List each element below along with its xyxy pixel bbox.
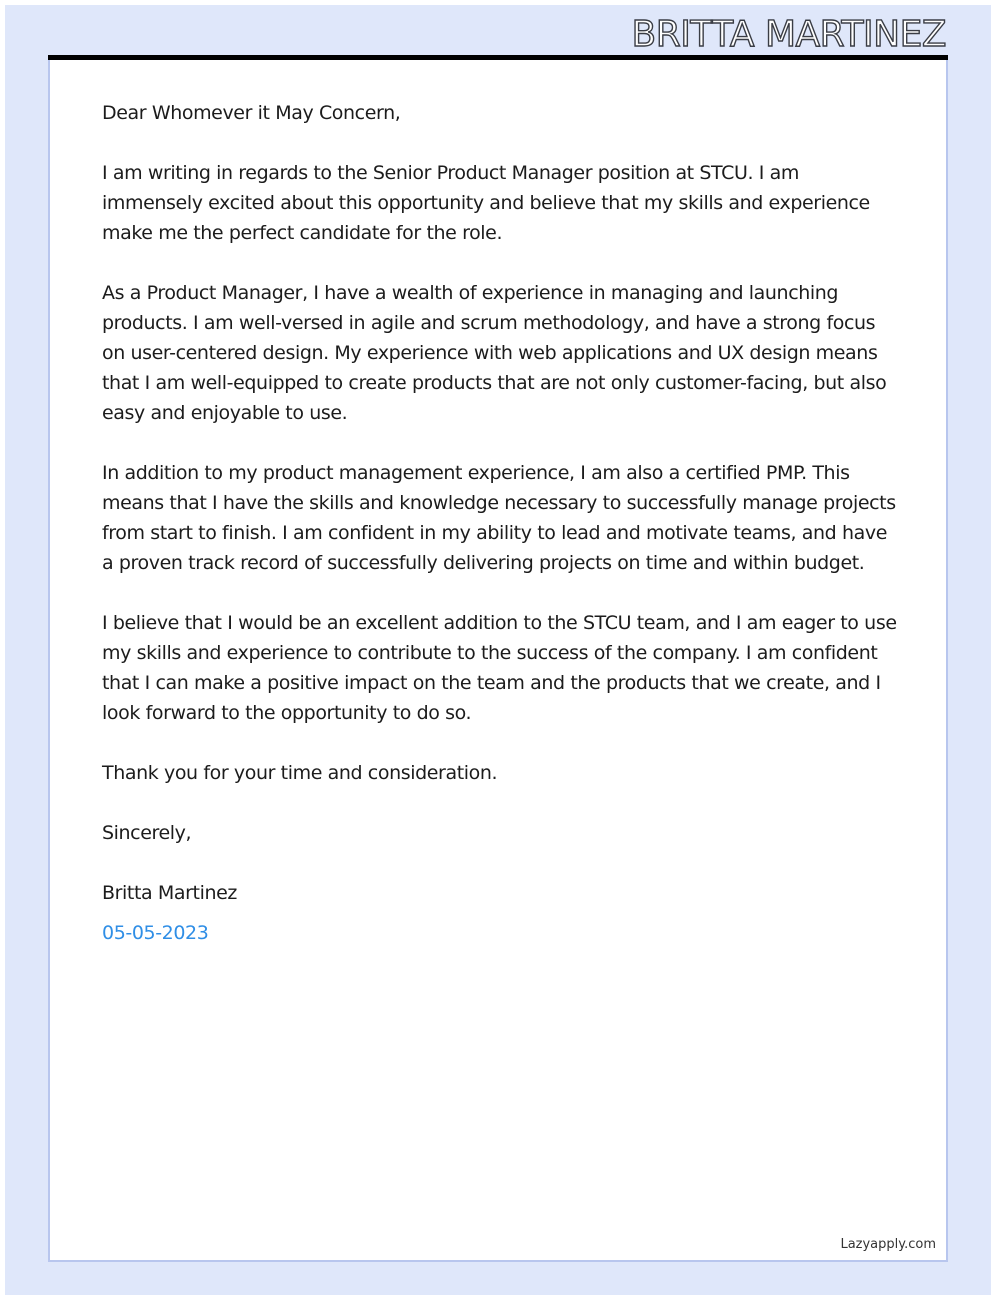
closing: Sincerely, xyxy=(102,822,192,844)
letter-date: 05-05-2023 xyxy=(102,922,209,944)
paragraph-1: I am writing in regards to the Senior Product Manager position at STCU. I am immensely excited about this opportunity and believe that my skills and experience make me the perfect candidate for the role. xyxy=(102,162,870,244)
salutation: Dear Whomever it May Concern, xyxy=(102,102,401,124)
letter-body xyxy=(102,98,902,948)
paragraph-4: I believe that I would be an excellent addition to the STCU team, and I am eager to use my skills and experience to contribute to the success of the company. I am confident that I can make a positive impact on the team and the products that we create, and I look forward to the opportunity to do so. xyxy=(102,612,897,724)
header-name: BRITTA MARTINEZ xyxy=(631,14,946,55)
thanks-line: Thank you for your time and consideration. xyxy=(102,762,498,784)
footer-brand: Lazyapply.com xyxy=(840,1237,936,1252)
signature-name: Britta Martinez xyxy=(102,882,237,904)
paragraph-3: In addition to my product management experience, I am also a certified PMP. This means that I have the skills and knowledge necessary to successfully manage projects from start to finish. I am confident in my ability to lead and motivate teams, and have a proven track record of successfully delivering projects on time and within budget. xyxy=(102,462,896,574)
page-background xyxy=(5,5,991,1295)
paragraph-2: As a Product Manager, I have a wealth of experience in managing and launching products. I am well-versed in agile and scrum methodology, and have a strong focus on user-centered design. My experience with web applications and UX design means that I am well-equipped to create products that are not only customer-facing, but also easy and enjoyable to use. xyxy=(102,282,887,424)
letter-sheet xyxy=(48,60,948,1262)
